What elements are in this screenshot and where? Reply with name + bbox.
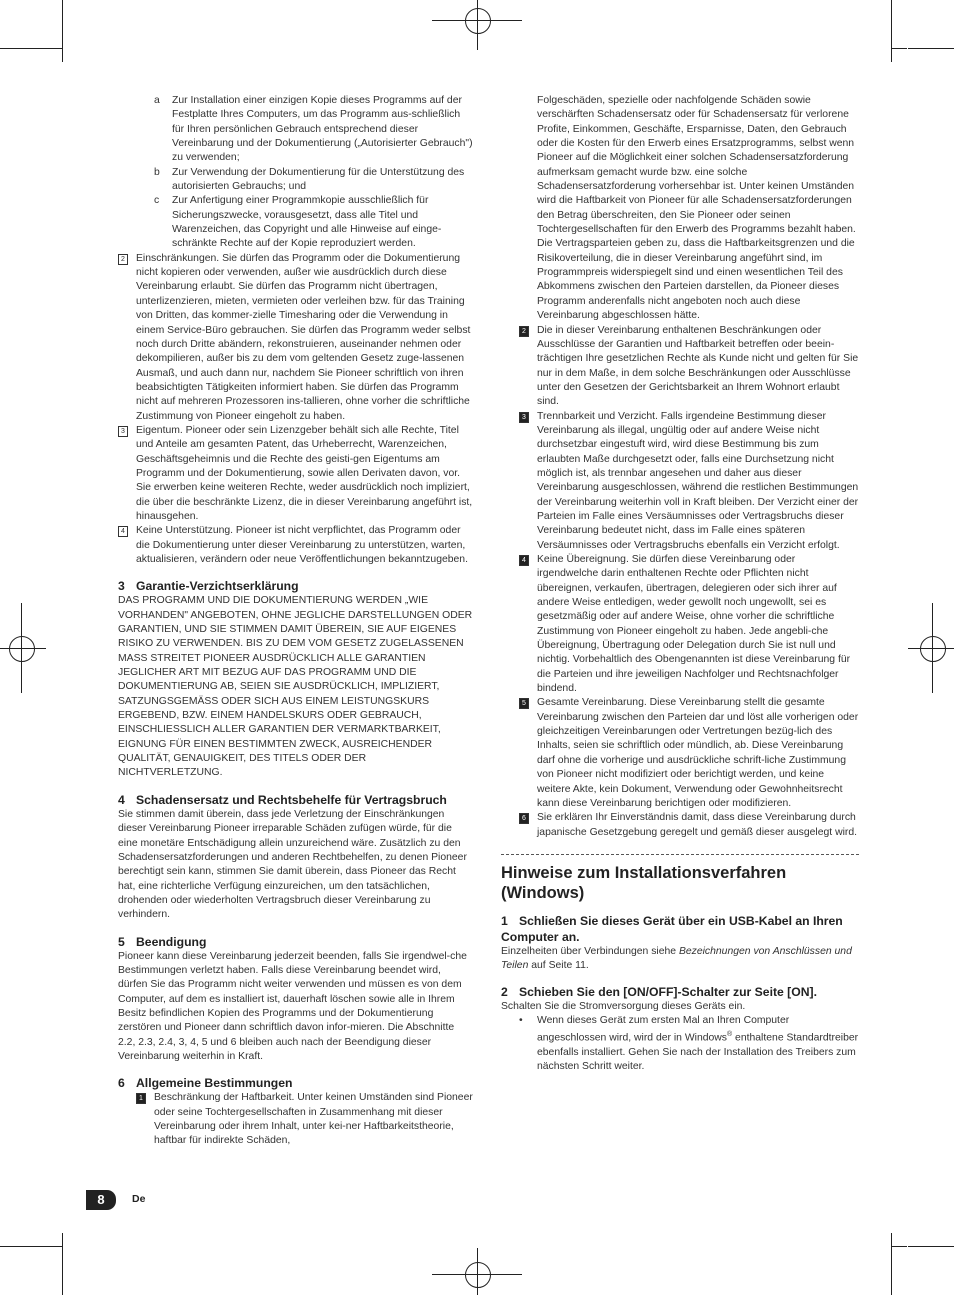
list-item: [118, 424, 473, 524]
crop-mark: [62, 0, 63, 46]
item-number-box: 3: [519, 412, 529, 423]
list-item: [118, 524, 473, 567]
section-text: Pioneer kann diese Vereinbarung jederzeit beenden, falls Sie irgendwel-che Bestimmungen verletzt haben. Falls diese Vereinbarung beendet wird, dürfen Sie das Programm nicht weiter verwenden und müssen es von dem Computer, auf dem es installiert ist, dauerhaft löschen sowie alle in Ihrem Besitz befindlichen Kopien des Programms und der Dokumentierung zerstören und Pioneer dann schriftlich davon infor-mieren. Die Abschnitte 2.2, 2.3, 2.4, 3, 4, 5 und 6 bleiben auch nach der Beendigung dieser Vereinbarung weiterhin in Kraft.: [118, 950, 467, 1062]
page-number: 8: [86, 1190, 116, 1210]
step-text-part: auf Seite 11.: [528, 960, 589, 972]
step-text: [501, 945, 859, 974]
crop-mark: [908, 648, 954, 649]
crop-mark: [0, 48, 46, 49]
item-number-box: 4: [118, 526, 128, 537]
list-text: Sie erklären Ihr Einverständnis damit, dass diese Vereinbarung durch japanische Gesetzgebung geregelt und gemäß dieser ausgelegt wird.: [537, 812, 858, 838]
right-column: [501, 94, 859, 1075]
list-text: Gesamte Vereinbarung. Diese Vereinbarung stellt die gesamte Vereinbarung zwischen den Parteien dar und löst alle vorherigen oder gleichzeitigen Vereinbarungen oder Vertretungen bezüg-lich des Inhalts, seien sie schriftlich oder mündlich, ab. Diese Vereinbarung darf ohne die vorherige und ausdrückliche schrift-liche Zustimmung von Pioneer nicht modifiziert oder berichtigt werden, und keine weitere Akte, kein Dokument, Verwendung oder Gewohnheitsrecht kann diese Vereinbarung berichtigen oder modifizieren.: [537, 697, 859, 809]
item-number-box: 2: [519, 326, 529, 337]
section-text: DAS PROGRAMM UND DIE DOKUMENTIERUNG WERDEN „WIE VORHANDEN" ANGEBOTEN, OHNE JEGLICHE DARSTELLUNGEN ODER GARANTIEN, UND SIE STIMMEN DAMIT ÜBEREIN, SIE AUF EIGENES RISIKO ZU VERWENDEN. BIS ZU DEM VOM GESETZ ZUGELASSENEN MASS STREITET PIONEER AUSDRÜCKLICH ALLE GARANTIEN JEGLICHER ART MIT BEZUG AUF DAS PROGRAMM UND DIE DOKUMENTIERUNG AB, SEIEN SIE AUSDRÜCKLICH, IMPLIZIERT, SATZUNGSGEMÄSS ODER SICH AUS EINEM LEISTUNGSKURS ERGEBEND, BZW. EINEM HANDELSKURS ODER GEBRAUCH, EINSCHLIESSLICH ALLER GARANTIEN DER VERMARKTBARKEIT, EIGNUNG FÜR EINEN BESTIMMTEN ZWECK, AUSREICHENDER QUALITÄT, GENAUIGKEIT, DES TITELS ODER DER NICHTVERLETZUNG.: [118, 595, 473, 779]
bullet-icon: •: [519, 1014, 523, 1026]
section-title: Garantie-Verzichtserklärung: [136, 579, 299, 594]
registration-mark: [9, 636, 35, 662]
list-item: [501, 811, 859, 840]
list-index: b: [154, 166, 160, 178]
item-number-box: 1: [136, 1093, 146, 1104]
list-index: c: [154, 195, 160, 207]
section-number: 6: [118, 1076, 125, 1091]
left-column: [118, 94, 473, 1149]
crop-mark: [891, 1246, 907, 1247]
bullet-item: [501, 1014, 859, 1075]
crop-mark: [891, 1249, 892, 1295]
section-heading: [118, 793, 473, 808]
item-number-box: 6: [519, 813, 529, 824]
section-number: 5: [118, 934, 125, 949]
item-number-box: 2: [118, 254, 128, 265]
list-text: Zur Verwendung der Dokumentierung für die Unterstützung des autorisierten Gebrauchs; und: [172, 166, 465, 193]
list-item: [118, 1091, 473, 1148]
crop-mark: [477, 0, 478, 50]
crop-mark: [932, 603, 933, 693]
registration-mark: [465, 1262, 491, 1288]
list-text: Zur Installation einer einzigen Kopie dieses Programms auf der Festplatte Ihres Computers, um das Programm aus-schließlich für Ihren persönlichen Gebrauch entsprechend dieser Vereinbarung und der Dokumentierung („Autorisierter Gebrauch") zu verwenden;: [172, 95, 473, 164]
crop-mark: [477, 1248, 478, 1295]
section-title: Schadensersatz und Rechtsbehelfe für Vertragsbruch: [136, 792, 447, 807]
list-item: [501, 553, 859, 696]
crop-mark: [62, 1233, 63, 1249]
cross-reference: Bezeichnungen von Anschlüssen und Teilen: [501, 945, 852, 972]
step-number: 2: [501, 984, 508, 999]
crop-mark: [21, 603, 22, 693]
section-heading: [118, 935, 473, 950]
crop-mark: [0, 648, 46, 649]
section-number: 4: [118, 792, 125, 807]
step-title: Schließen Sie dieses Gerät über ein USB-Kabel an Ihren Computer an.: [501, 913, 843, 944]
step-text-part: Einzelheiten über Verbindungen siehe: [501, 945, 679, 957]
crop-mark: [891, 1233, 892, 1249]
registered-mark: ®: [727, 1031, 733, 1039]
language-code: De: [132, 1193, 146, 1205]
crop-mark: [908, 48, 954, 49]
item-number-box: 5: [519, 698, 529, 709]
item-number-box: 3: [118, 426, 128, 437]
list-text: Keine Übereignung. Sie dürfen diese Vereinbarung oder irgendwelche darin enthaltenen Rechte oder Pflichten nicht übereignen, verkaufen, übertragen, delegieren oder sich ihrer auf andere Weise entledigen, weder gewollt noch ungewollt, sei es gesetzmäßig oder auf andere Weise, ohne vorher die schriftliche Zustimmung von Pioneer eingeholt zu haben. Jede angebli-che Übereignung, Übertragung oder Delegation durch Sie ist null und nichtig. Vorbehaltlich des Obengenannten ist diese Vereinbarung für die Parteien und ihre jeweiligen Nachfolger und Rechtsnachfolger bindend.: [537, 554, 851, 695]
list-text: Trennbarkeit und Verzicht. Falls irgendeine Bestimmung dieser Vereinbarung als illegal, ungültig oder auf andere Weise nicht durchsetzbar eingestuft wird, wird diese Bestimmung bis zum erlaubten Maße durchgesetzt oder, falls eine Durchsetzung nicht möglich ist, als trennbar angesehen und daher aus dieser Vereinbarung ausgeschlossen, während die restlichen Bestimmungen der Vereinbarung weiterhin voll in Kraft bleiben. Der Verzicht einer der Parteien im Falle eines Versäumnisses oder Vertragsbruchs dieser Vereinbarung bedeutet nicht, dass im Falle eines späteren Versäumnisses oder Vertragsbruchs ebenfalls ein Verzicht erfolgt.: [537, 410, 859, 551]
step-number: 1: [501, 913, 508, 928]
crop-mark: [908, 1246, 954, 1247]
bullet-text-part: Wenn dieses Gerät zum ersten Mal an Ihren Computer angeschlossen wird, wird der in Windows: [537, 1014, 790, 1044]
section-number: 3: [118, 579, 125, 594]
list-item: [501, 410, 859, 553]
registration-mark: [465, 8, 491, 34]
list-item: [501, 324, 859, 410]
list-text: Zur Anfertigung einer Programmkopie ausschließlich für Sicherungszwecke, vorausgesetzt, dass alle Titel und Warenzeichen, das Copyright und alle Hinweise auf einge-schränkte Rechte auf der Kopie reproduziert werden.: [172, 195, 442, 250]
section-title: Beendigung: [136, 934, 207, 949]
section-heading: [118, 579, 473, 594]
item-number-box: 4: [519, 555, 529, 566]
continued-text: Folgeschäden, spezielle oder nachfolgende Schäden sowie verschärften Schadensersatz oder für Schadensersatz für verlorene Profite, Einkommen, Geschäfte, Ersparnisse, Daten, den Gebrauch oder die Kosten für den Erwerb eines Ersatzprogramms, selbst wenn Pioneer auf die Möglichkeit einer solchen Schadensersatzforderung aufmerksam gemacht wurde bzw. eine solche Schadensersatzforderung vorhersehbar ist. Unter keinen Umständen wird die Haftbarkeit von Pioneer für alle Schadensersatzforderungen den Betrag überschreiten, den Sie Pioneer oder seinen Tochtergesellschaften für den Erwerb des Programms bezahlt haben. Die Vertragsparteien geben zu, dass die Haftbarkeitsgrenzen und die Risikoverteilung, die in dieser Vereinbarung angeführt sind, im Programmpreis widerspiegelt sind und einen wesentlichen Teil des Abkommens zwischen den Parteien darstellen, da Pioneer dieses Programm anderenfalls nicht angeboten noch auch diese Vereinbarung abgeschlossen hätte.: [537, 95, 856, 322]
step-heading: [501, 984, 859, 1000]
list-item: [118, 252, 473, 424]
crop-mark: [46, 1246, 62, 1247]
step-text: Schalten Sie die Stromversorgung dieses Geräts ein.: [501, 1000, 746, 1012]
bullet-text-part: enthaltene Standardtreiber ebenfalls installiert. Gehen Sie nach der Installation des Treibers zum nächsten Schritt weiter.: [537, 1032, 859, 1073]
list-item: [118, 166, 473, 195]
list-index: a: [154, 95, 160, 106]
list-item: [501, 696, 859, 811]
section-text: Sie stimmen damit überein, dass jede Verletzung der Einschränkungen dieser Vereinbarung Pioneer irreparable Schäden zufügen würde, für die eine monetäre Entschädigung allein unzureichend wäre. Zusätzlich zu den Schadensersatzforderungen und anderen Rechtbehelfen, zu denen Pioneer berechtigt sein kann, stimmen Sie damit überein, dass Pioneer das Recht hat, eine richterliche Verfügung einzureichen, um den tatsächlichen, drohenden oder wiederholten Vertragsbruch dieser Vereinbarung zu verhindern.: [118, 808, 467, 921]
registration-mark: [920, 636, 946, 662]
crop-mark: [46, 48, 62, 49]
bullet-text: [537, 1014, 859, 1075]
list-text: Eigentum. Pioneer oder sein Lizenzgeber behält sich alle Rechte, Titel und Anteile am gesamten Patent, das Urheberrecht, Warenzeichen, Geschäftsgeheimnis und die Rechte des geisti-gen Eigentums am Programm und der Dokumentierung, sowie allen Derivaten davon, vor. Sie erwerben keine weiteren Rechte, weder ausdrücklich noch impliziert, die über die beschränkte Lizenz, die in dieser Vereinbarung angeführt ist, hinausgehen.: [136, 424, 473, 522]
crop-mark: [891, 48, 907, 49]
list-item: [118, 94, 473, 166]
section-heading: [118, 1076, 473, 1091]
list-text: Beschränkung der Haftbarkeit. Unter keinen Umständen sind Pioneer oder seine Tochtergesellschaften in Zusammenhang mit dieser Vereinbarung oder ihrem Inhalt, unter kei-ner Haftbarkeitstheorie, haftbar für indirekte Schäden,: [154, 1092, 473, 1147]
step-title: Schieben Sie den [ON/OFF]-Schalter zur Seite [ON].: [519, 984, 817, 999]
section-divider: [501, 854, 859, 855]
section-title: Allgemeine Bestimmungen: [136, 1076, 293, 1091]
crop-mark: [0, 1246, 46, 1247]
list-text: Einschränkungen. Sie dürfen das Programm oder die Dokumentierung nicht kopieren oder verwenden, außer wie ausdrücklich durch diese Vereinbarung erlaubt. Sie dürfen das Programm nicht übertragen, unterlizenzieren, mieten, vermieten oder verleihen bzw. für das Training von Dritten, das kommer-zielle Timesharing oder die Verwendung in einem Service-Büro gebrauchen. Sie dürfen das Programm weder selbst noch durch Dritte abändern, rekonstruieren, auseinander nehmen oder dekompilieren, außer bis zu dem vom geltenden Gesetz zuge-lassenen Ausmaß, und auch dann nur, nachdem Sie Pioneer schriftlich von ihren beabsichtigten Tätigkeiten informiert haben. Sie dürfen das Programm nicht auf mehreren Prozessoren ins-tallieren, ohne vorher die schriftliche Zustimmung von Pioneer eingeholt zu haben.: [136, 252, 471, 422]
crop-mark: [62, 1249, 63, 1295]
list-text: Die in dieser Vereinbarung enthaltenen Beschränkungen oder Ausschlüsse der Garantien und Haftbarkeit betreffen oder beein-trächtigen Ihre gesetzlichen Rechte als Kunde nicht und gelten für Sie nur in dem Maße, in dem solche Beschränkungen oder Ausschlüsse unter den Gesetzen der Gerichtsbarkeit an Ihrem Wohnort erlaubt sind.: [537, 324, 859, 408]
crop-mark: [62, 46, 63, 62]
crop-mark: [891, 46, 892, 62]
step-heading: [501, 913, 859, 945]
list-text: Keine Unterstützung. Pioneer ist nicht verpflichtet, das Programm oder die Dokumentierung unter dieser Vereinbarung zu unterstützen, warten, aktualisieren, verändern oder neue Veröffentlichungen bekanntzugeben.: [136, 525, 468, 565]
crop-mark: [891, 0, 892, 46]
list-item: [118, 194, 473, 251]
page-section-heading: Hinweise zum Installationsverfahren (Windows): [501, 863, 787, 902]
